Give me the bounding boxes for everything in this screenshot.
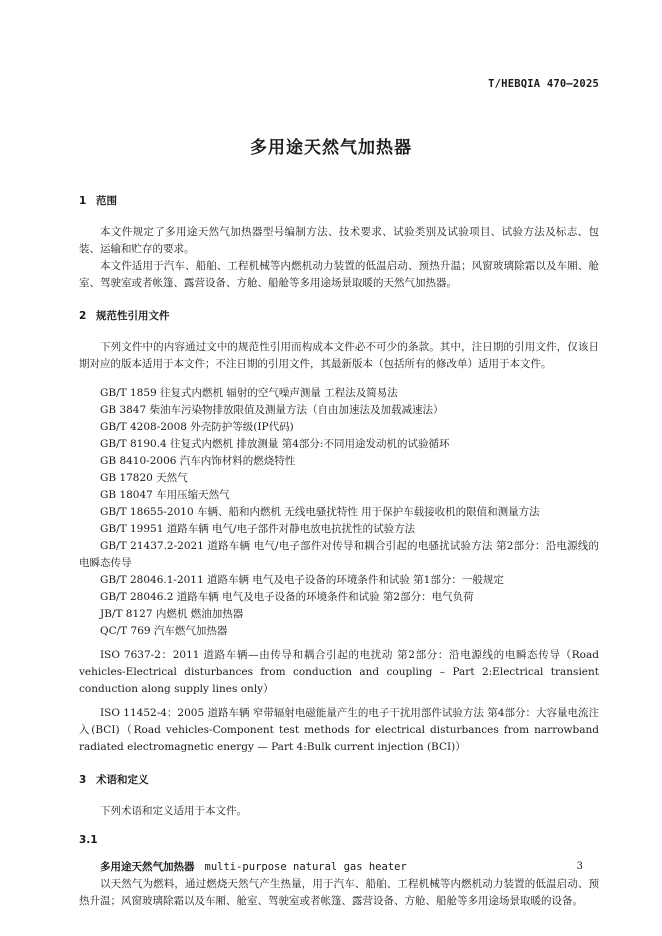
- reference-item: GB/T 19951 道路车辆 电气/电子部件对静电放电抗扰性的试验方法: [100, 523, 416, 535]
- term-name-en: multi-purpose natural gas heater: [204, 861, 407, 873]
- section-2-heading: [79, 308, 599, 325]
- reference-item: GB 8410-2006 汽车内饰材料的燃烧特性: [100, 455, 296, 467]
- references-intro: 下列文件中的内容通过文中的规范性引用而构成本文件必不可少的条款。其中，注日期的引用文件，仅该日期对应的版本适用于本文件；不注日期的引用文件，其最新版本（包括所有的修改单）适用于本文件。: [79, 341, 599, 370]
- section-number: 1: [79, 195, 87, 207]
- reference-item: GB/T 4208-2008 外壳防护等级(IP代码): [100, 421, 294, 433]
- document-title: 多用途天然气加热器: [250, 138, 412, 158]
- section-title: 规范性引用文件: [96, 310, 170, 322]
- term-name: [79, 859, 599, 876]
- section-3-heading: [79, 772, 599, 789]
- scope-paragraph-1: 本文件规定了多用途天然气加热器型号编制方法、技术要求、试验类别及试验项目、试验方法及标志、包装、运输和贮存的要求。: [79, 226, 599, 255]
- reference-item: GB/T 28046.2 道路车辆 电气及电子设备的环境条件和试验 第2部分：电气负荷: [100, 591, 474, 603]
- reference-item-iso-11452: ISO 11452-4：2005 道路车辆 窄带辐射电磁能量产生的电子干扰用部件试验方法 第4部分：大容量电流注入(BCI)（Road vehicles-Component test methods for electrical disturbances from narrowband radiated electromagnetic energy — Part 4:Bulk current injection (BCI)）: [79, 707, 599, 753]
- section-number: 2: [79, 310, 87, 322]
- term-number: 3.1: [79, 834, 98, 846]
- section-title: 术语和定义: [96, 774, 149, 786]
- document-body: [79, 193, 599, 910]
- section-1-heading: [79, 193, 599, 210]
- reference-item: JB/T 8127 内燃机 燃油加热器: [100, 608, 244, 620]
- reference-item: GB 17820 天然气: [100, 472, 188, 484]
- section-number: 3: [79, 774, 87, 786]
- terms-intro: 下列术语和定义适用于本文件。: [100, 805, 247, 817]
- section-title: 范围: [96, 195, 117, 207]
- reference-item: GB/T 21437.2-2021 道路车辆 电气/电子部件对传导和耦合引起的电骚扰试验方法 第2部分：沿电源线的电瞬态传导: [79, 540, 599, 569]
- page-number: 3: [576, 861, 583, 872]
- reference-item: GB/T 8190.4 往复式内燃机 排放测量 第4部分:不同用途发动机的试验循环: [100, 438, 450, 450]
- reference-item: QC/T 769 汽车燃气加热器: [100, 625, 228, 637]
- document-code: T/HEBQIA 470—2025: [488, 78, 599, 90]
- term-definition: 以天然气为燃料，通过燃烧天然气产生热量，用于汽车、船舶、工程机械等内燃机动力装置的低温启动、预热升温；风窗玻璃除霜以及车厢、舱室、驾驶室或者帐篷、露营设备、方舱、船舱等多用途场景取暖的设备。: [79, 878, 599, 907]
- reference-item: GB 3847 柴油车污染物排放限值及测量方法（自由加速法及加载减速法）: [100, 404, 444, 416]
- reference-item: GB/T 28046.1-2011 道路车辆 电气及电子设备的环境条件和试验 第1部分：一般规定: [100, 574, 504, 586]
- term-name-zh: 多用途天然气加热器: [100, 861, 195, 873]
- reference-item-iso-7637: ISO 7637-2：2011 道路车辆—由传导和耦合引起的电扰动 第2部分：沿电源线的电瞬态传导（Road vehicles-Electrical disturbances from conduction and coupling – Part 2:Electrical transient conduction along supply lines only）: [79, 649, 599, 695]
- scope-paragraph-2: 本文件适用于汽车、船舶、工程机械等内燃机动力装置的低温启动、预热升温；风窗玻璃除霜以及车厢、舱室、驾驶室或者帐篷、露营设备、方舱、船舱等多用途场景取暖的天然气加热器。: [79, 260, 599, 289]
- reference-item: GB 18047 车用压缩天然气: [100, 489, 230, 501]
- reference-item: GB/T 1859 往复式内燃机 辐射的空气噪声测量 工程法及简易法: [100, 387, 398, 399]
- reference-item: GB/T 18655-2010 车辆、船和内燃机 无线电骚扰特性 用于保护车载接收机的限值和测量方法: [100, 506, 540, 518]
